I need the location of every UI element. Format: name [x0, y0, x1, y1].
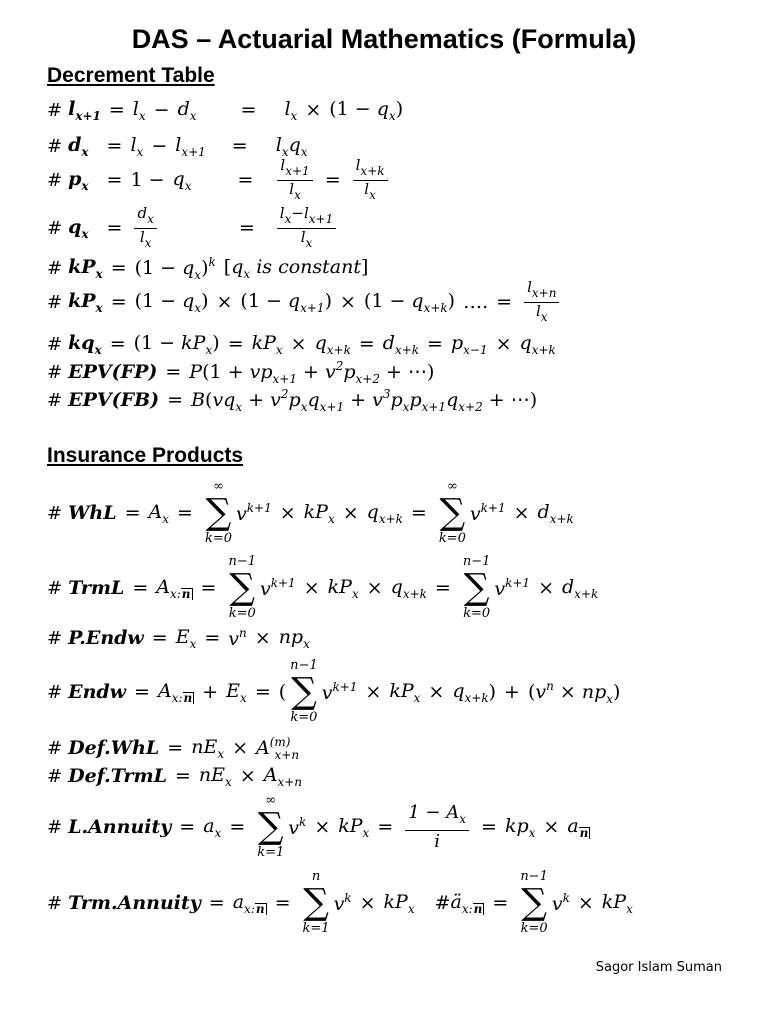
hash-marker: #: [47, 217, 63, 239]
hash-marker: #: [47, 502, 63, 524]
formula-def-whl: # Def.WhL = $nE_x$ × $A^{(m)}_{x+n}$: [47, 734, 300, 762]
hash-marker: #: [47, 737, 63, 759]
formula-name: EPV(FB): [68, 389, 160, 411]
formula-kpx-product: # $kP_x$ = $(1 - q_x)$ × $(1 - q_{x+1})$ × $(1 - q_{x+k})$ …. = $\frac{l_{x+n}}{l_x}$: [47, 282, 563, 322]
formula-epv-fp: # EPV(FP) = P ($1 + vp_{x+1} + v^2p_{x+2}$ + ⋯): [47, 358, 435, 386]
formula-lx1: # $l_{x+1}$ = $l_x$ − $d_x$ = $l_x$ × $(1 - q_x)$: [47, 97, 404, 123]
formula-name: $kq_x$: [68, 331, 102, 357]
hash-marker: #: [47, 135, 63, 157]
hash-marker: #: [47, 257, 63, 279]
formula-name: $l_{x+1}$: [68, 97, 101, 123]
formula-pendw: # P.Endw = $E_x$ = $v^n$ × $np_x$: [47, 625, 310, 651]
formula-name: $d_x$: [68, 133, 89, 159]
hash-marker: #: [47, 389, 63, 411]
hash-marker: #: [47, 169, 63, 191]
hash-marker: #: [434, 892, 451, 914]
formula-trml: # TrmL = $A_{x:n}$ = n−1 ∑ k=0 $v^{k+1}$ × $kP_x$ × $q_{x+k}$ = n−1 ∑ k=0 $v^{k+1}$ × $d_{x+k}$: [47, 554, 599, 621]
formula-name: $kP_x$: [68, 289, 103, 315]
summation: n−1 ∑ k=0: [290, 658, 318, 725]
formula-kqx: # $kq_x$ = $(1 - kP_x)$ = $kP_x$ × $q_{x+k}$ = $d_{x+k}$ = $p_{x-1}$ × $q_{x+k}$: [47, 331, 556, 357]
summation: n ∑ k=1: [302, 869, 330, 936]
hash-marker: #: [47, 627, 63, 649]
summation: n−1 ∑ k=0: [462, 554, 491, 621]
formula-name: $kP_x$: [68, 255, 103, 281]
hash-marker: #: [47, 816, 63, 838]
hash-marker: #: [47, 577, 63, 599]
hash-marker: #: [47, 765, 63, 787]
formula-px: # $p_x$ = 1 − $q_x$ = $\frac{l_{x+1}}{l_x}$ = $\frac{l_{x+k}}{l_x}$: [47, 160, 392, 200]
page-title: DAS – Actuarial Mathematics (Formula): [131, 24, 637, 54]
formula-kpx-constant: # $kP_x$ = $(1 - q_x)^k$ [$q_x$ is constant]: [47, 254, 369, 282]
formula-l-annuity: # L.Annuity = $a_x$ = ∞ ∑ k=1 $v^k$ × $kP_x$ = $\frac{1 - A_x}{i}$ = $kp_x$ × $a_n$: [47, 793, 589, 860]
formula-name: Def.WhL: [68, 737, 160, 759]
formula-name: L.Annuity: [68, 816, 172, 838]
formula-name: Endw: [68, 681, 127, 703]
formula-name: Trm.Annuity: [68, 892, 201, 914]
summation: n−1 ∑ k=0: [228, 554, 256, 621]
formula-trm-annuity: # Trm.Annuity = $a_{x:n}$ = n ∑ k=1 $v^k$ × $kP_x$ # $ä_{x:n}$ = n−1 ∑ k=0 $v^k$ × $kP_x$: [47, 869, 633, 936]
section-heading-decrement-table: Decrement Table: [47, 64, 215, 87]
summation: ∞ ∑ k=0: [438, 479, 466, 546]
formula-qx: # $q_x$ = $\frac{d_x}{l_x}$ = $\frac{l_x-l_{x+1}}{l_x}$: [47, 208, 340, 248]
formula-whl: # WhL = $A_x$ = ∞ ∑ k=0 $v^{k+1}$ × $kP_x$ × $q_{x+k}$ = ∞ ∑ k=0 $v^{k+1}$ × $d_{x+k}$: [47, 479, 574, 546]
formula-name: $p_x$: [68, 167, 89, 193]
hash-marker: #: [47, 291, 63, 313]
author-signature: Sagor Islam Suman: [595, 960, 722, 975]
formula-dx: # $d_x$ = $l_x$ − $l_{x+1}$ = $l_xq_x$: [47, 133, 308, 159]
hash-marker: #: [47, 333, 63, 355]
formula-endw: # Endw = $A_{x:n}$ + $E_x$ = ( n−1 ∑ k=0 $v^{k+1}$ × $kP_x$ × $q_{x+k}$ ) + $(v^n \times np_x)$: [47, 658, 621, 725]
formula-name: P.Endw: [68, 627, 144, 649]
hash-marker: #: [47, 892, 63, 914]
summation: ∞ ∑ k=0: [204, 479, 233, 546]
formula-name: TrmL: [68, 577, 125, 599]
section-heading-insurance-products: Insurance Products: [47, 444, 244, 467]
formula-name: $q_x$: [68, 215, 89, 241]
hash-marker: #: [47, 99, 63, 121]
formula-epv-fb: # EPV(FB) = B ($vq_x + v^2p_xq_{x+1} + v^3p_xp_{x+1}q_{x+2}$ + ⋯): [47, 386, 538, 414]
summation: n−1 ∑ k=0: [520, 869, 548, 936]
summation: ∞ ∑ k=1: [257, 793, 285, 860]
formula-name: Def.TrmL: [68, 765, 167, 787]
formula-name: WhL: [68, 502, 117, 524]
hash-marker: #: [47, 361, 63, 383]
hash-marker: #: [47, 681, 63, 703]
formula-def-trml: # Def.TrmL = $nE_x$ × $A_{x+n}$: [47, 763, 303, 789]
formula-name: EPV(FP): [68, 361, 158, 383]
